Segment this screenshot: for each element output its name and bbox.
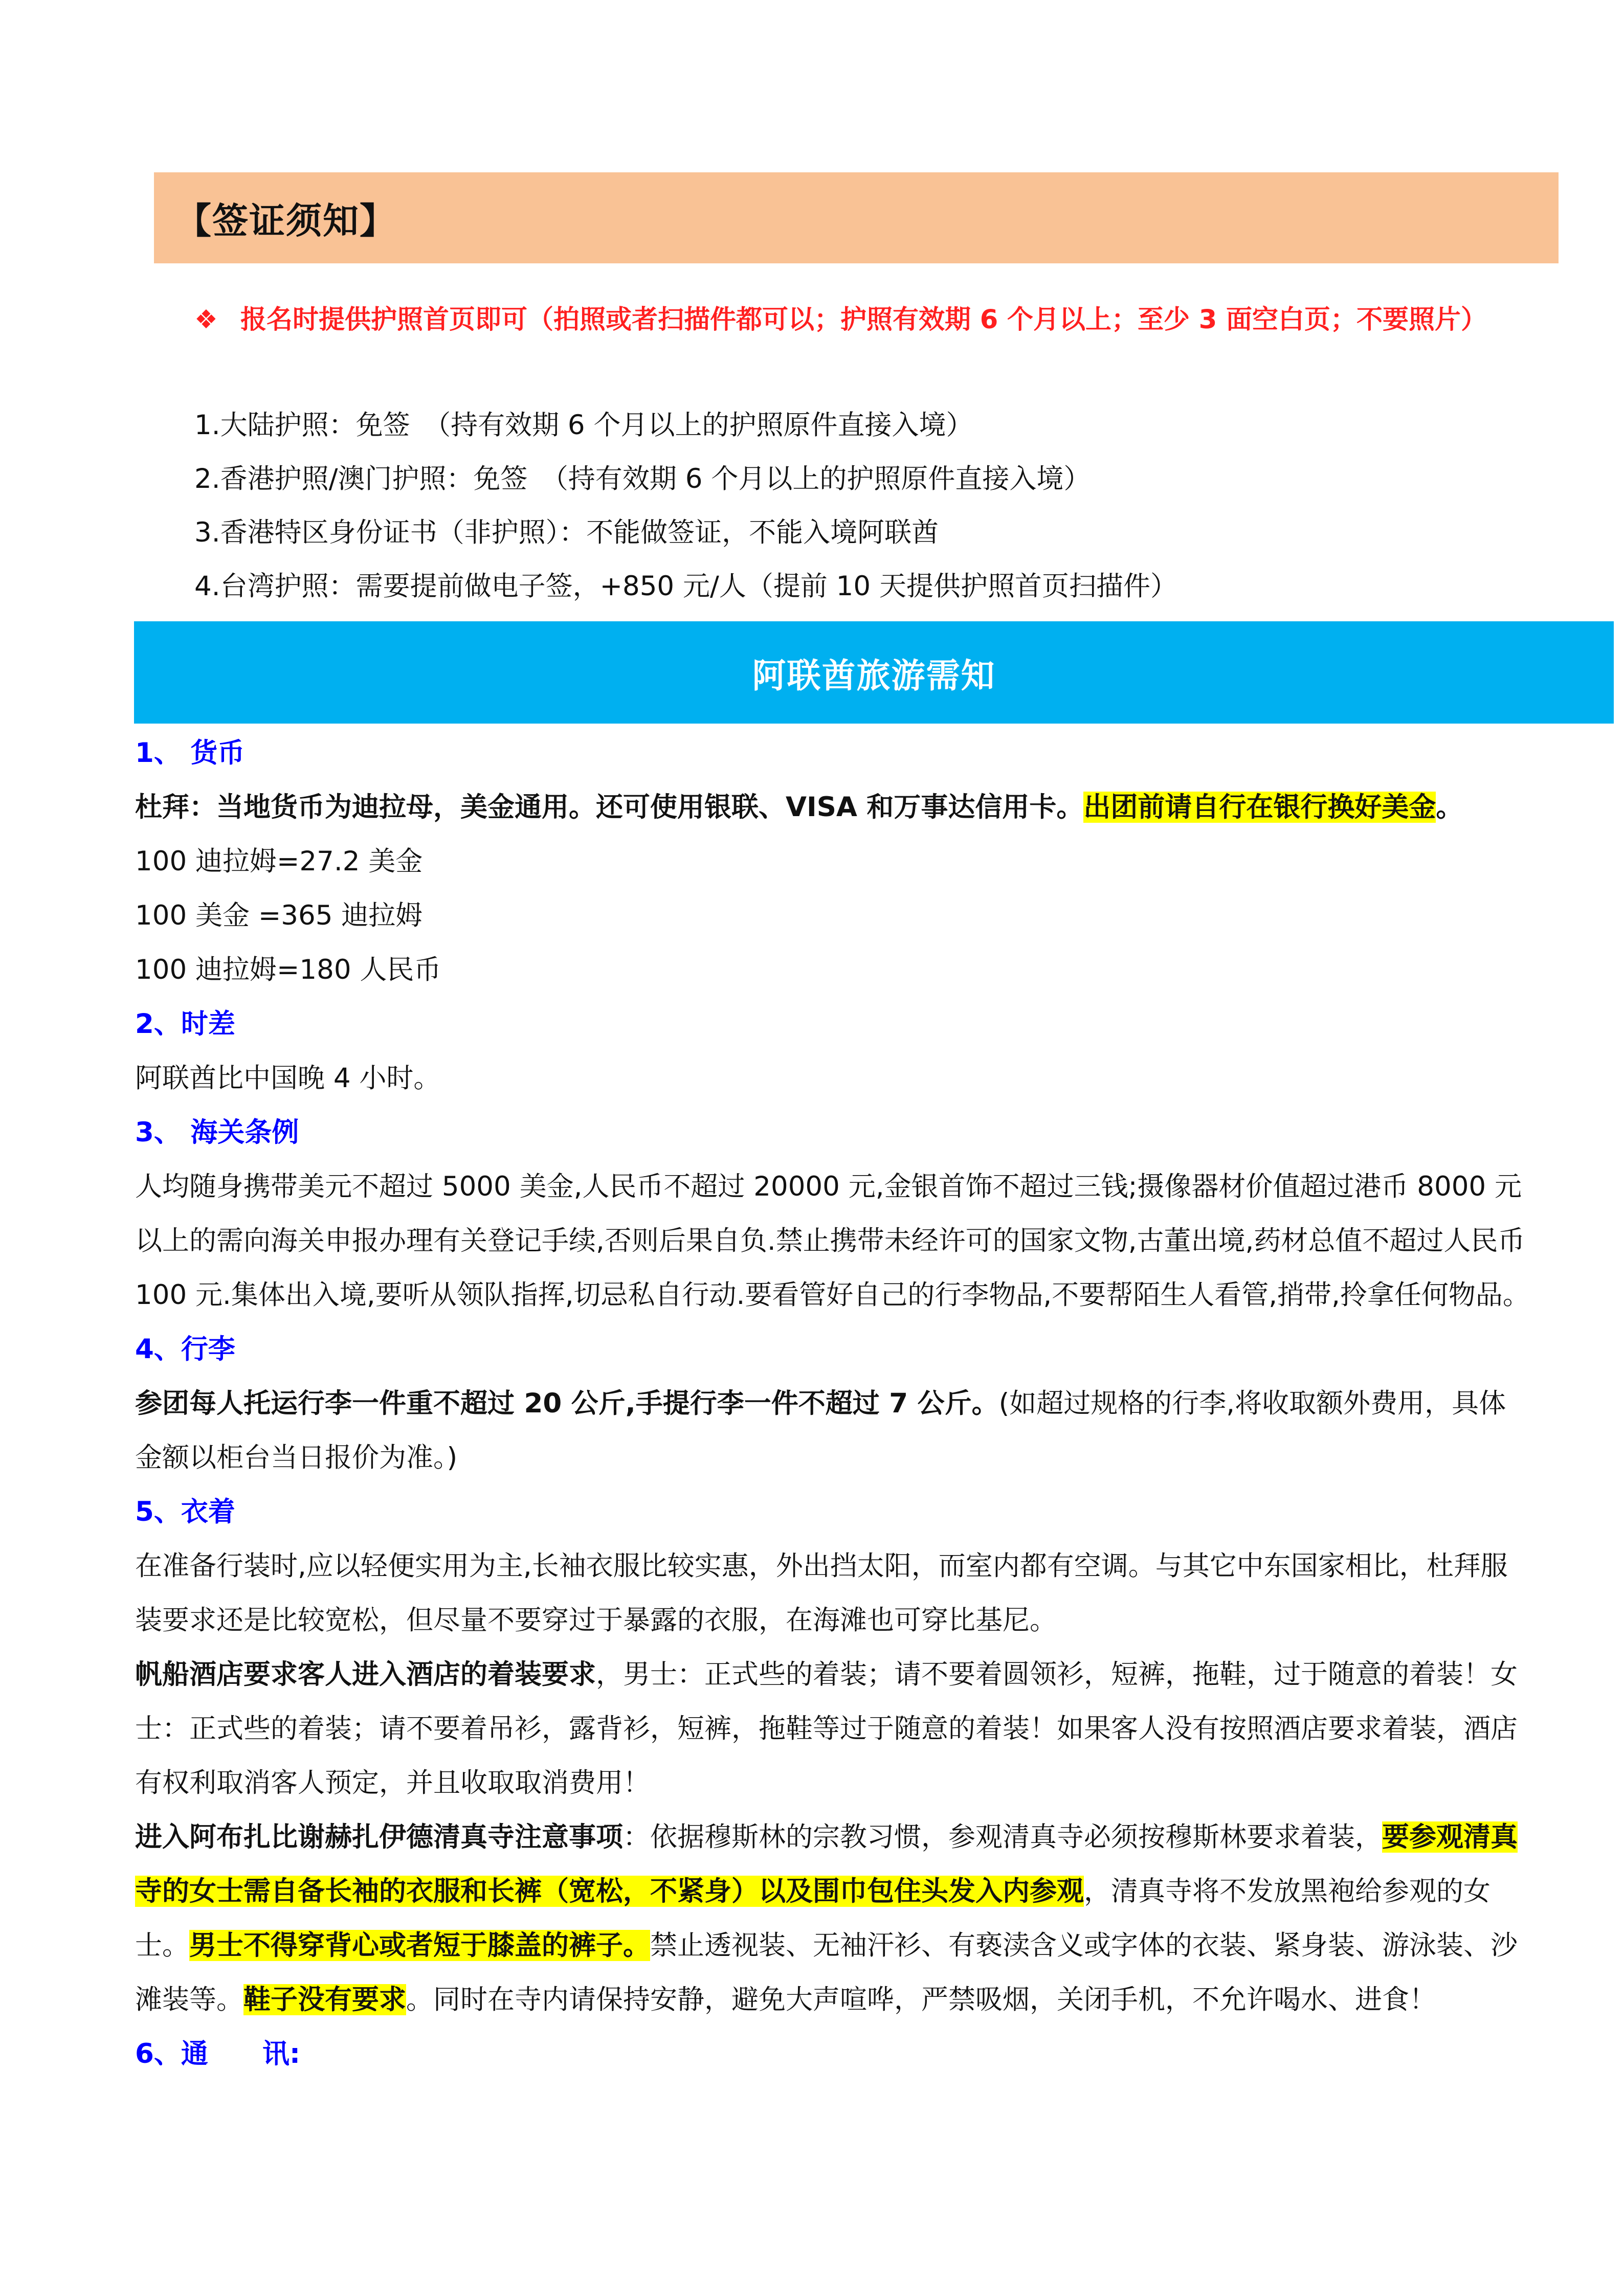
timezone-text: 阿联酋比中国晚 4 小时。 — [135, 1063, 441, 1094]
mosque-highlight-men: 男士不得穿背心或者短于膝盖的裤子。 — [189, 1930, 650, 1961]
mosque-dress-code-title: 进入阿布扎比谢赫扎伊德清真寺注意事项 — [135, 1821, 623, 1853]
visa-line-mainland: 1.大陆护照：免签 （持有效期 6 个月以上的护照原件直接入境） — [194, 410, 973, 441]
mosque-text-a: ：依据穆斯林的宗教习惯，参观清真寺必须按穆斯林要求着装， — [623, 1821, 1382, 1853]
mosque-text-d: 。同时在寺内请保持安静，避免大声喧哗，严禁吸烟，关闭手机，不允许喝水、进食！ — [406, 1984, 1436, 2015]
burj-dress-code-text: ，男士：正式些的着装；请不要着圆领衫，短裤，拖鞋，过于随意的着装！女士：正式些的着装；请不要着吊衫，露背衫，短裤，拖鞋等过于随意的着装！如果客人没有按照酒店要求着装，酒店有权利取消客人预定，并且收取取消费用！ — [135, 1659, 1518, 1798]
section-heading-currency: 1、 货币 — [135, 737, 245, 769]
burj-dress-code-title: 帆船酒店要求客人进入酒店的着装要求 — [135, 1659, 596, 1690]
luggage-bold-text: 参团每人托运行李一件重不超过 20 公斤,手提行李一件不超过 7 公斤。 — [135, 1388, 999, 1419]
passport-requirement-text: 报名时提供护照首页即可（拍照或者扫描件都可以；护照有效期 6 个月以上；至少 3 面空白页；不要照片） — [240, 305, 1487, 335]
section-heading-timezone: 2、时差 — [135, 1008, 235, 1040]
mosque-text-b: ，清真寺将不发放黑袍给参观的女士。 — [135, 1876, 1490, 1961]
luggage-text — [135, 1377, 1531, 1485]
passport-requirement-note — [194, 293, 1504, 347]
clothing-general-text: 在准备行装时,应以轻便实用为主,长袖衣服比较实惠，外出挡太阳，而室内都有空调。与其它中东国家相比，杜拜服装要求还是比较宽松，但尽量不要穿过于暴露的衣服，在海滩也可穿比基尼。 — [135, 1550, 1508, 1636]
currency-description — [135, 780, 1531, 835]
luggage-normal-text: (如超过规格的行李,将收取额外费用，具体金额以柜台当日报价为准。) — [135, 1388, 1506, 1473]
exchange-rate-line: 100 美金 =365 迪拉姆 — [135, 900, 423, 931]
section-heading-luggage: 4、行李 — [135, 1334, 235, 1365]
currency-highlight-text: 出团前请自行在银行换好美金 — [1083, 792, 1436, 823]
visa-notice-title: 【签证须知】 — [175, 199, 396, 242]
uae-travel-notice-banner — [134, 621, 1614, 724]
mosque-dress-code — [135, 1810, 1531, 2027]
visa-line-hongkong-macau: 2.香港护照/澳门护照：免签 （持有效期 6 个月以上的护照原件直接入境） — [194, 463, 1091, 494]
banner-title: 阿联酋旅游需知 — [752, 656, 996, 695]
visa-notice-header — [154, 172, 1559, 263]
currency-bold-text: 杜拜：当地货币为迪拉母，美金通用。还可使用银联、VISA 和万事达信用卡。 — [135, 792, 1084, 823]
mosque-text-c: 禁止透视装、无袖汗衫、有亵渎含义或字体的衣装、紧身装、游泳装、沙滩装等。 — [135, 1930, 1518, 2015]
section-heading-clothing: 5、衣着 — [135, 1496, 235, 1527]
visa-line-hk-id: 3.香港特区身份证书（非护照）：不能做签证，不能入境阿联酋 — [194, 517, 939, 548]
section-heading-customs: 3、 海关条例 — [135, 1117, 299, 1148]
currency-end-punct: 。 — [1436, 792, 1463, 823]
exchange-rate-line: 100 迪拉姆=27.2 美金 — [135, 846, 423, 877]
diamond-star-bullet-icon: ❖ — [194, 305, 218, 335]
travel-notice-content — [135, 726, 1531, 2081]
mosque-highlight-shoes: 鞋子没有要求 — [243, 1984, 406, 2015]
exchange-rate-line: 100 迪拉姆=180 人民币 — [135, 954, 441, 985]
section-heading-communication: 6、通 讯: — [135, 2038, 301, 2069]
burj-al-arab-dress-code — [135, 1648, 1531, 1810]
customs-text: 人均随身携带美元不超过 5000 美金,人民币不超过 20000 元,金银首饰不超过三钱;摄像器材价值超过港币 8000 元以上的需向海关申报办理有关登记手续,否则后果自负.禁止携带未经许可的国家文物,古董出境,药材总值不超过人民币 100 元.集体出入境,要听从领队指挥,切忌私自行动.要看管好自己的行李物品,不要帮陌生人看管,捎带,拎拿任何物品。 — [135, 1171, 1530, 1311]
mosque-highlight-women: 要参观清真寺的女士需自备长袖的衣服和长裤（宽松，不紧身）以及围巾包住头发入内参观 — [135, 1821, 1518, 1907]
visa-line-taiwan: 4.台湾护照：需要提前做电子签，+850 元/人（提前 10 天提供护照首页扫描件） — [194, 571, 1177, 602]
